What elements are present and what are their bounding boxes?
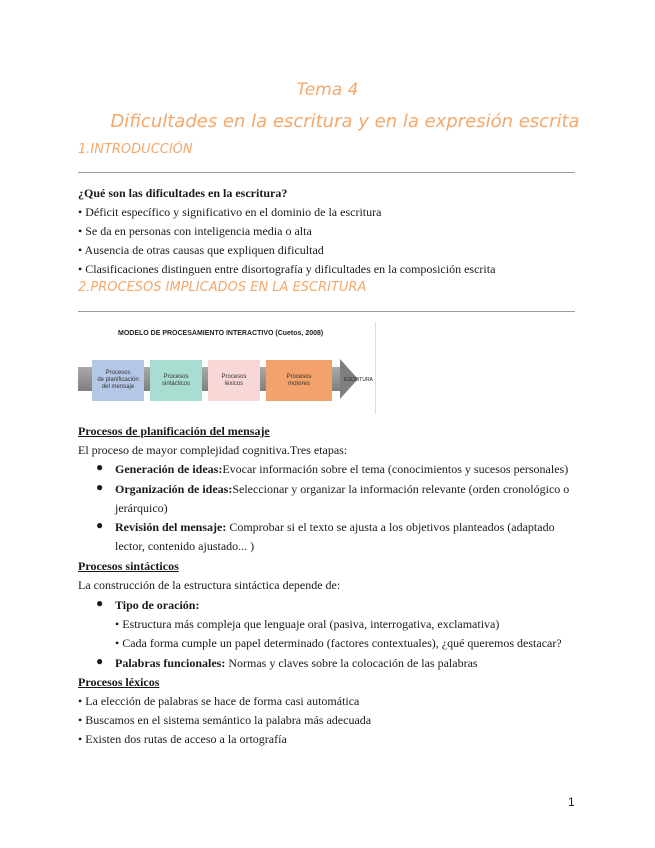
list-item: • Clasificaciones distinguen entre disortografía y dificultades en la composición escrita [78, 262, 496, 276]
list-item: Tipo de oración: [115, 598, 200, 612]
question-heading: ¿Qué son las dificultades en la escritura? [78, 186, 288, 200]
list-item-continuation: lector, contenido ajustado... ) [115, 539, 255, 553]
planning-intro: El proceso de mayor complejidad cognitiva.Tres etapas: [78, 443, 348, 457]
list-item: • Buscamos en el sistema semántico la palabra más adecuada [78, 713, 372, 727]
bullet-icon: ● [96, 460, 104, 474]
bullet-icon: ● [96, 518, 104, 532]
diagram-title: MODELO DE PROCESAMIENTO INTERACTIVO (Cuetos, 2008) [118, 330, 324, 337]
processing-model-diagram [78, 322, 376, 414]
subheading-planificacion: Procesos de planificación del mensaje [78, 424, 270, 438]
box-motores: Procesos motores [266, 360, 332, 401]
document-title: Dificultades en la escritura y en la expresión escrita [110, 111, 580, 132]
list-item: • Existen dos rutas de acceso a la ortografía [78, 732, 287, 746]
list-item: Revisión del mensaje: Comprobar si el texto se ajusta a los objetivos planteados (adaptado [115, 520, 555, 534]
sub-list-item: • Cada forma cumple un papel determinado (factores contextuales), ¿qué queremos destacar? [115, 636, 562, 650]
section-divider [78, 172, 575, 173]
list-item: • Se da en personas con inteligencia media o alta [78, 224, 312, 238]
box-sintacticos: Procesos sintácticos [150, 360, 202, 401]
subheading-sintacticos: Procesos sintácticos [78, 559, 179, 573]
bullet-icon: ● [96, 654, 104, 668]
bullet-icon: ● [96, 596, 104, 610]
list-item: Organización de ideas:Seleccionar y organizar la información relevante (orden cronológico o [115, 482, 570, 496]
section-heading-introduccion: 1.INTRODUCCIÓN [78, 142, 193, 157]
bullet-icon: ● [96, 480, 104, 494]
section-heading-procesos: 2.PROCESOS IMPLICADOS EN LA ESCRITURA [78, 280, 367, 295]
list-item: • Ausencia de otras causas que expliquen dificultad [78, 243, 324, 257]
list-item-continuation: jerárquico) [115, 501, 168, 515]
list-item: Palabras funcionales: Normas y claves sobre la colocación de las palabras [115, 656, 478, 670]
tema-heading: Tema 4 [296, 80, 359, 100]
list-item: • La elección de palabras se hace de forma casi automática [78, 694, 360, 708]
syntactic-intro: La construcción de la estructura sintáctica depende de: [78, 578, 341, 592]
arrow-label: ESCRITURA [344, 377, 373, 383]
sub-list-item: • Estructura más compleja que lenguaje oral (pasiva, interrogativa, exclamativa) [115, 617, 500, 631]
section-divider [78, 311, 575, 312]
page-number: 1 [568, 795, 575, 809]
box-lexicos: Procesos léxicos [208, 360, 260, 401]
list-item: Generación de ideas:Evocar información sobre el tema (conocimientos y sucesos personales) [115, 462, 569, 476]
box-planificacion: Procesos de planificación del mensaje [92, 360, 144, 401]
list-item: • Déficit específico y significativo en el dominio de la escritura [78, 205, 382, 219]
subheading-lexicos: Procesos léxicos [78, 675, 160, 689]
